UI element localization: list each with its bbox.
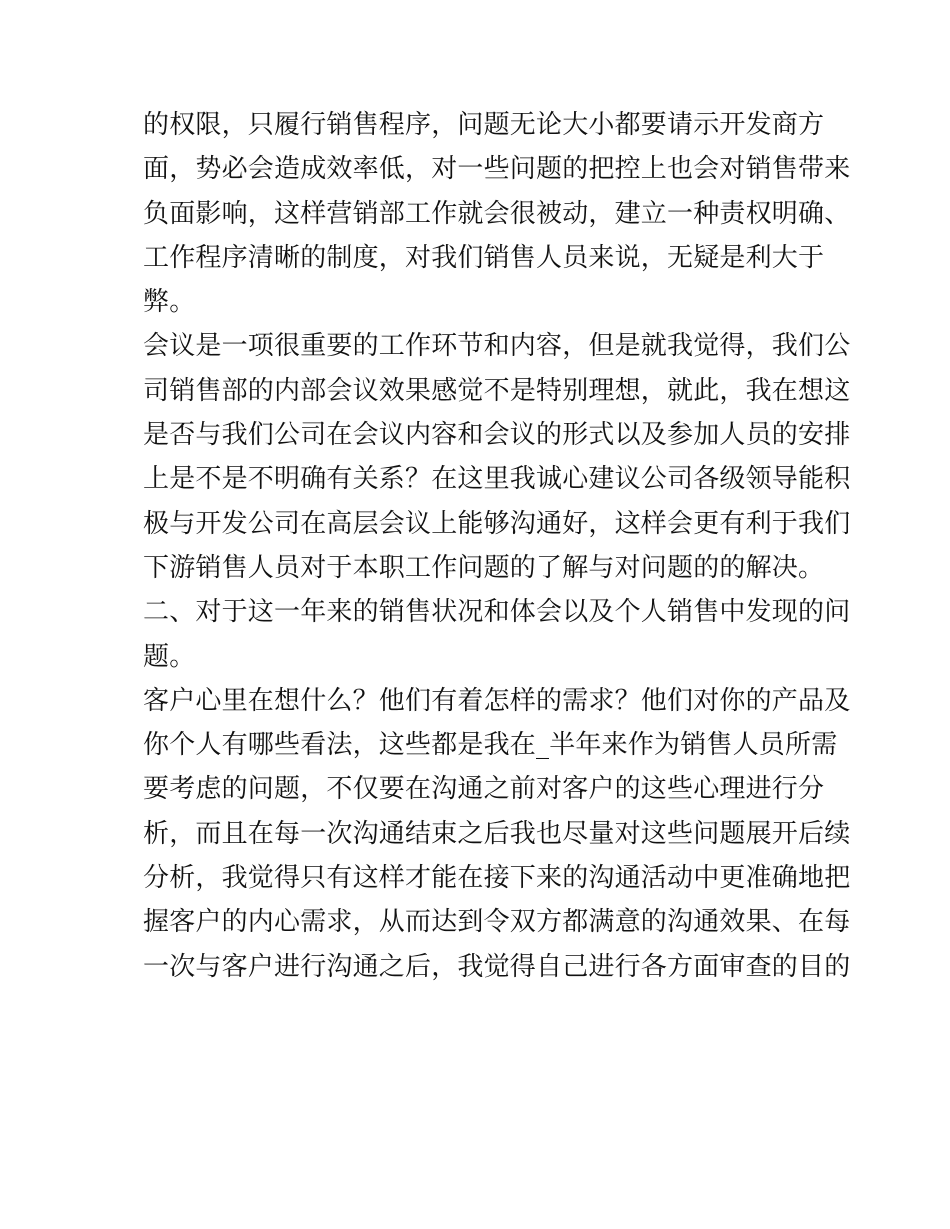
text-line: 工作程序清晰的制度，对我们销售人员来说，无疑是利大于 [143, 242, 825, 273]
text-line: 上是不是不明确有关系？在这里我诚心建议公司各级领导能积 [143, 464, 851, 495]
text-line: 分析，我觉得只有这样才能在接下来的沟通活动中更准确地把 [143, 863, 851, 894]
text-line: 面，势必会造成效率低，对一些问题的把控上也会对销售带来 [143, 154, 851, 185]
body-text [143, 103, 851, 989]
text-line: 极与开发公司在高层会议上能够沟通好，这样会更有利于我们 [143, 508, 851, 539]
text-line: 负面影响，这样营销部工作就会很被动，建立一种责权明确、 [143, 198, 851, 229]
text-line: 要考虑的问题，不仅要在沟通之前对客户的这些心理进行分 [143, 774, 825, 805]
section-heading-line: 二、对于这一年来的销售状况和体会以及个人销售中发现的问 [143, 597, 851, 628]
text-line: 一次与客户进行沟通之后，我觉得自己进行各方面审查的目的 [143, 951, 851, 982]
section-heading-line: 题。 [143, 641, 196, 672]
text-line: 弊。 [143, 287, 196, 318]
text-line: 司销售部的内部会议效果感觉不是特别理想，就此，我在想这 [143, 375, 851, 406]
text-line: 析，而且在每一次沟通结束之后我也尽量对这些问题展开后续 [143, 818, 851, 849]
text-line: 客户心里在想什么？他们有着怎样的需求？他们对你的产品及 [143, 685, 851, 716]
text-line: 你个人有哪些看法，这些都是我在_半年来作为销售人员所需 [143, 730, 838, 761]
text-line: 是否与我们公司在会议内容和会议的形式以及参加人员的安排 [143, 420, 851, 451]
text-line: 握客户的内心需求，从而达到令双方都满意的沟通效果、在每 [143, 907, 851, 938]
text-line: 会议是一项很重要的工作环节和内容，但是就我觉得，我们公 [143, 331, 851, 362]
text-line: 下游销售人员对于本职工作问题的了解与对问题的的解决。 [143, 552, 825, 583]
text-line: 的权限，只履行销售程序，问题无论大小都要请示开发商方 [143, 110, 825, 140]
